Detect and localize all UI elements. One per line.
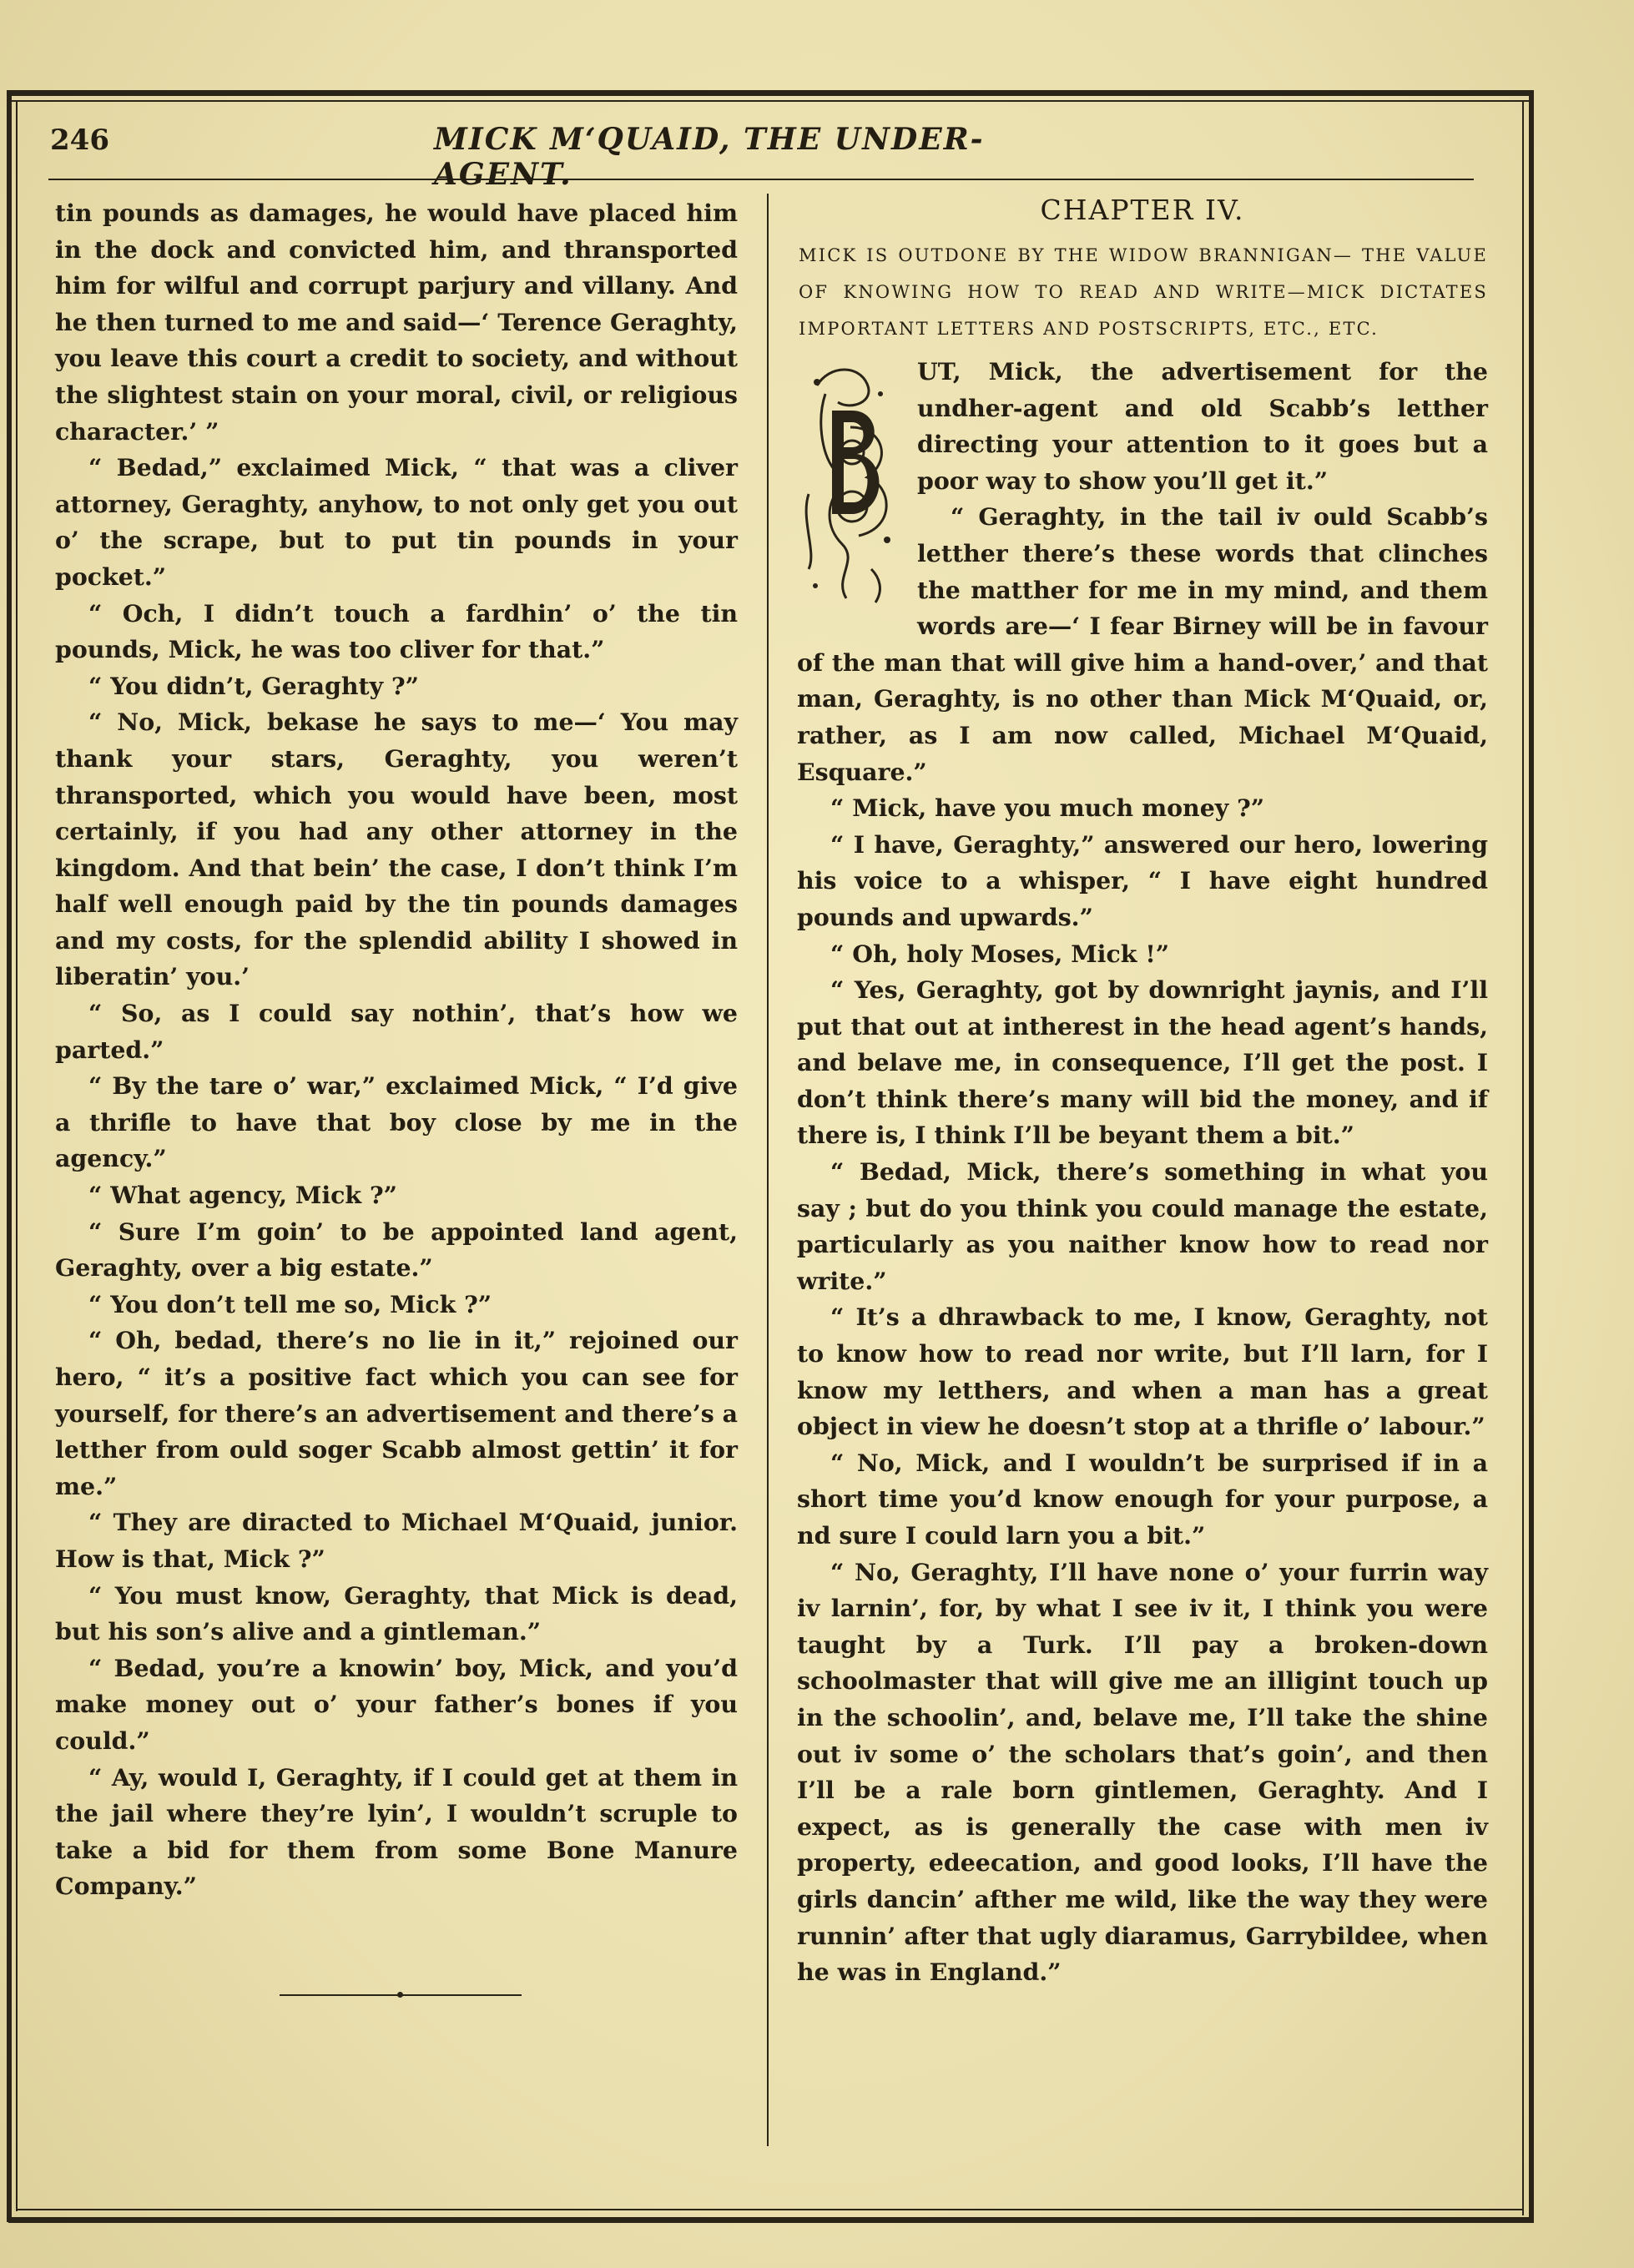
- paragraph: tin pounds as damages, he would have placed him in the dock and convicted him, and thransported him for wilful and corrupt parjury and villany. And he then turned to me and said—‘ Terence Geraghty, you leave this court a credit to society, and without the slightest stain on your moral, civil, or religious character.’ ”: [55, 199, 738, 446]
- paragraph: “ Bedad, Mick, there’s something in what you say ; but do you think you could manage the estate, particularly as you naither know how to read nor write.”: [797, 1157, 1488, 1295]
- paragraph: “ Sure I’m goin’ to be appointed land agent, Geraghty, over a big estate.”: [55, 1217, 738, 1283]
- ornamental-drop-cap-b: [800, 360, 902, 611]
- ornament-dot: [397, 1992, 403, 1998]
- frame-top-rule: [8, 90, 1534, 96]
- paragraph: “ You didn’t, Geraghty ?”: [88, 671, 419, 700]
- frame-bottom-inner-rule: [17, 2209, 1524, 2210]
- section-end-ornament: [280, 1993, 522, 1996]
- chapter-summary: MICK IS OUTDONE BY THE WIDOW BRANNIGAN— THE VALUE OF KNOWING HOW TO READ AND WRITE—MICK DICTATES IMPORTANT LETTERS AND POSTSCRIPTS, ETC., ETC.: [799, 245, 1488, 339]
- frame-top-inner-rule: [8, 100, 1534, 102]
- paragraph: “ Yes, Geraghty, got by downright jaynis, and I’ll put that out at intherest in the head agent’s hands, and belave me, in consequence, I’ll get the post. I don’t think there’s many will bid the money, and if there is, I think I’ll be beyant them a bit.”: [797, 975, 1488, 1150]
- paragraph: “ They are diracted to Michael M‘Quaid, junior. How is that, Mick ?”: [55, 1508, 738, 1573]
- paragraph: “ Oh, bedad, there’s no lie in it,” rejoined our hero, “ it’s a positive fact which you can see for yourself, for there’s an advertisement and there’s a letther from ould soger Scabb almost gettin’ it for me.”: [55, 1326, 738, 1500]
- paragraph: “ No, Mick, bekase he says to me—‘ You may thank your stars, Geraghty, you weren’t thransported, which you would have been, most certainly, if you had any other attorney in the kingdom. And that bein’ the case, I don’t think I’m half well enough paid by the tin pounds damages and my costs, for the splendid ability I showed in liberatin’ you.’: [55, 708, 738, 991]
- paragraph: “ Ay, would I, Geraghty, if I could get at them in the jail where they’re lyin’, I wouldn’t scruple to take a bid for them from some Bone Manure Company.”: [55, 1762, 738, 1901]
- paragraph: “ Mick, have you much money ?”: [830, 794, 1265, 823]
- paragraph: “ No, Geraghty, I’ll have none o’ your furrin way iv larnin’, for, by what I see iv it, I think you were taught by a Turk. I’ll pay a broken-down schoolmaster that will give me an illigint touch up in the schoolin’, and, belave me, I’ll take the shine out iv some o’ the scholars that’s goin’, and then I’ll be a rale born gintlemen, Geraghty. And I expect, as is generally the case with men iv property, edeecation, and good looks, I’ll have the girls dancin’ afther me wild, like the way they were runnin’ after that ugly diaramus, Garrybildee, when he was in England.”: [797, 1557, 1488, 1987]
- frame-left-rule: [7, 90, 12, 2222]
- paragraph: “ What agency, Mick ?”: [88, 1181, 397, 1210]
- paragraph: “ You don’t tell me so, Mick ?”: [88, 1289, 492, 1318]
- paragraph: “ Bedad,” exclaimed Mick, “ that was a cliver attorney, Geraghty, anyhow, to not only get you out o’ the scrape, but to put tin pounds in your pocket.”: [55, 453, 738, 591]
- paragraph: “ It’s a dhrawback to me, I know, Geraghty, not to know how to read nor write, but I’ll larn, for I know my letthers, and when a man has a great object in view he doesn’t stop at a thrifle o’ labour.”: [797, 1303, 1488, 1441]
- drop-cap-letter: B: [847, 479, 855, 488]
- chapter-title: CHAPTER IV.: [1040, 194, 1245, 226]
- frame-right-rule: [1529, 90, 1534, 2222]
- paragraph: “ Oh, holy Moses, Mick !”: [830, 939, 1170, 968]
- paragraph: “ Bedad, you’re a knowin’ boy, Mick, and you’d make money out o’ your father’s bones if you could.”: [55, 1653, 738, 1755]
- paragraph: “ You must know, Geraghty, that Mick is dead, but his son’s alive and a gintleman.”: [55, 1580, 738, 1646]
- paragraph: “ Geraghty, in the tail iv ould Scabb’s letther there’s these words that clinches the matther for me in my mind, and them words are—‘ I fear Birney will be in favour of the man that will give him a hand-over,’ and that man, Geraghty, is no other than Mick M‘Quaid, or, rather, as I am now called, Michael M‘Quaid, Esquare.”: [797, 502, 1488, 786]
- column-divider-rule: [767, 194, 769, 2146]
- right-column: [797, 192, 1488, 1991]
- frame-bottom-rule: [8, 2217, 1534, 2223]
- paragraph: “ I have, Geraghty,” answered our hero, lowering his voice to a whisper, “ I have eight hundred pounds and upwards.”: [797, 829, 1488, 931]
- paragraph: “ By the tare o’ war,” exclaimed Mick, “ I’d give a thrifle to have that boy close by me in the agency.”: [55, 1071, 738, 1173]
- left-column: [55, 195, 738, 1905]
- paragraph: “ Och, I didn’t touch a fardhin’ o’ the tin pounds, Mick, he was too cliver for that.”: [55, 598, 738, 664]
- running-title: MICK M‘QUAID, THE UNDER-AGENT.: [434, 122, 985, 192]
- paragraph: “ So, as I could say nothin’, that’s how we parted.”: [55, 999, 738, 1064]
- frame-left-inner-rule: [16, 100, 18, 2211]
- paragraph: “ No, Mick, and I wouldn’t be surprised if in a short time you’d know enough for your purpose, a nd sure I could larn you a bit.”: [797, 1448, 1488, 1550]
- page-number: 246: [50, 123, 109, 157]
- frame-right-inner-rule: [1522, 100, 1524, 2215]
- first-paragraph: UT, Mick, the advertisement for the undher-agent and old Scabb’s letther directing your attention to it goes but a poor way to show you’ll get it.”: [917, 357, 1488, 495]
